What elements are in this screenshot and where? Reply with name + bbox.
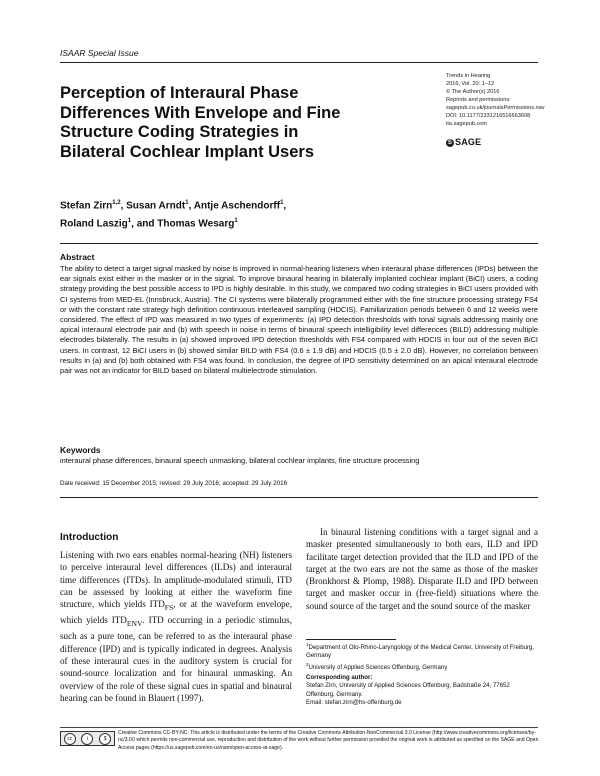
intro-column-1: Listening with two ears enables normal-hearing (NH) listeners to perceive interaural level differences (ILDs) and interaural time differences (ITDs). In amplitude-modulated stimuli, ITD can be assessed by looking at either the waveform fine structure, which yields $ITD_{FS}$, or at the waveform envelope, which yields $ITD_{ENV}$. ITD occurring in a periodic stimulus, such as a pure tone, can be referred to as the interaural phase difference (IPD) and is typically indicated in degrees. Analysis of these interaural cues in the auditory system is crucial for sound-source localization and for binaural unmasking. An overview of the role of these signal cues in spatial and binaural hearing can be found in Blauert (1997). <box>60 550 292 703</box>
affiliation-2: $^2$University of Applied Sciences Offenburg, Germany <box>306 661 448 671</box>
meta-line[interactable]: tia.sagepub.com <box>446 121 488 127</box>
author-affiliation: 1 <box>280 200 284 206</box>
by-icon: i <box>81 733 93 745</box>
author-name: Stefan Zirn <box>60 200 113 212</box>
nc-icon: $ <box>99 733 111 745</box>
author-affiliation: 1 <box>127 217 132 224</box>
abstract-rule <box>60 243 538 244</box>
issue-label: ISAAR Special Issue <box>60 48 139 58</box>
dates-line: Date received: 15 December 2015; revised: 29 July 2016; accepted: 29 July 2016 <box>60 480 288 487</box>
corresponding-text: Stefan Zirn, University of Applied Sciences Offenburg, Badstraße 24, 77652 Offenburg, Germany. <box>306 682 510 698</box>
meta-line[interactable]: sagepub.co.uk/journalsPermissions.nav <box>446 105 545 111</box>
author-affiliation: 1 <box>234 217 238 224</box>
corresponding-heading: Corresponding author: <box>306 673 373 681</box>
journal-meta <box>446 72 566 128</box>
meta-line: Reprints and permissions: <box>446 97 511 103</box>
article-title: Perception of Interaural Phase Differences With Envelope and Fine Structure Coding Strategies in Bilateral Cochlear Implant Users <box>60 84 341 161</box>
meta-line[interactable]: DOI: 10.1177/2331216516663608 <box>446 113 531 119</box>
license-rule <box>60 727 538 728</box>
license-text: Creative Commons CC-BY-NC: This article is distributed under the terms of the Creative Commons Attribution-NonCommercial 3.0 License (http://www.creativecommons.org/licenses/by-nc/3.0/) which permits non-commercial use, reproduction and distribution of the work without further permission provided the original work is attributed as specified on the SAGE and Open Access pages (https://us.sagepub.com/en-us/nam/open-access-at-sage). <box>118 730 539 751</box>
affiliation-1: $^1$Department of Oto-Rhino-Laryngology of the Medical Center, University of Freiburg, Germany <box>306 642 535 660</box>
cc-license-badge[interactable] <box>60 731 115 746</box>
author-list: Stefan Zirn$^{1,2}$, Susan Arndt$^1$, Antje Aschendorff$^1$, Roland Laszig$^1$, and Thomas Wesarg$^1$ <box>60 200 287 230</box>
introduction-heading: Introduction <box>60 532 119 543</box>
meta-line: Trends in Hearing <box>446 73 491 79</box>
cc-icon: cc <box>64 733 76 745</box>
author-affiliation: 1 <box>185 200 189 206</box>
dates-rule <box>60 497 538 498</box>
keywords-text: interaural phase differences, binaural speech unmasking, bilateral cochlear implants, fine structure processing <box>60 456 420 465</box>
sage-logo-icon: S <box>447 139 453 146</box>
header-rule <box>60 62 538 63</box>
author-name: Susan Arndt <box>126 200 186 212</box>
author-name: Thomas Wesarg <box>157 218 235 230</box>
footnote-rule <box>306 639 396 640</box>
meta-line: © The Author(s) 2016 <box>446 89 500 95</box>
keywords-heading: Keywords <box>60 445 101 455</box>
abstract-heading: Abstract <box>60 252 95 262</box>
publisher-logo: S SAGE <box>447 137 482 147</box>
abstract-text: The ability to detect a target signal masked by noise is improved in normal-hearing listeners when interaural phase differences (IPDs) between the ear signals exist either in the masker or in the signal. To improve binaural hearing in bilaterally implanted cochlear implant (BiCI) users, a coding strategy providing the best possible access to IPD is highly desirable. In this study, we compared two coding strategies in BiCI users provided with CI systems from MED-EL (Innsbruck, Austria). The CI systems were bilaterally programmed either with the fine structure processing strategy FS4 or with the constant rate strategy high definition continuous interleaved sampling (HDCIS). Familiarization periods between 6 and 12 weeks were considered. The effect of IPD was measured in two types of experiments: (a) IPD detection thresholds with tonal signals addressing mainly one apical interaural electrode pair and (b) with speech in noise in terms of binaural speech intelligibility level differences (BILD) addressing multiple electrodes bilaterally. The results in (a) showed improved IPD detection thresholds with FS4 compared with HDCIS in four out of the seven BiCI users. In contrast, 12 BiCI users in (b) showed similar BILD with FS4 (0.6 ± 1.9 dB) and HDCIS (0.5 ± 2.0 dB). However, no correlation between results in (a) and (b) both obtained with FS4 was found. In conclusion, the degree of IPD sensitivity determined on an apical interaural electrode pair was not an indicator for BILD based on bilateral multielectrode stimulation. <box>60 264 538 376</box>
author-affiliation: 1,2 <box>112 200 121 206</box>
corresponding-email[interactable]: Email: stefan.zirn@hs-offenburg.de <box>306 698 402 706</box>
author-name: Antje Aschendorff <box>193 200 281 212</box>
footnotes <box>306 641 538 707</box>
meta-line: 2016, Vol. 20: 1–12 <box>446 81 495 87</box>
author-name: Roland Laszig <box>60 218 128 230</box>
intro-column-2: In binaural listening conditions with a target signal and a masker presented simultaneously to both ears, ILD and IPD facilitate target detection provided that the ILD and IPD of the target at the two ears are not the same as those of the masker (Bronkhorst & Plomp, 1988). Disparate ILD and IPD between target and masker occur in (free-field) situations where the sound source of the target and the sound source of the masker <box>306 527 538 611</box>
